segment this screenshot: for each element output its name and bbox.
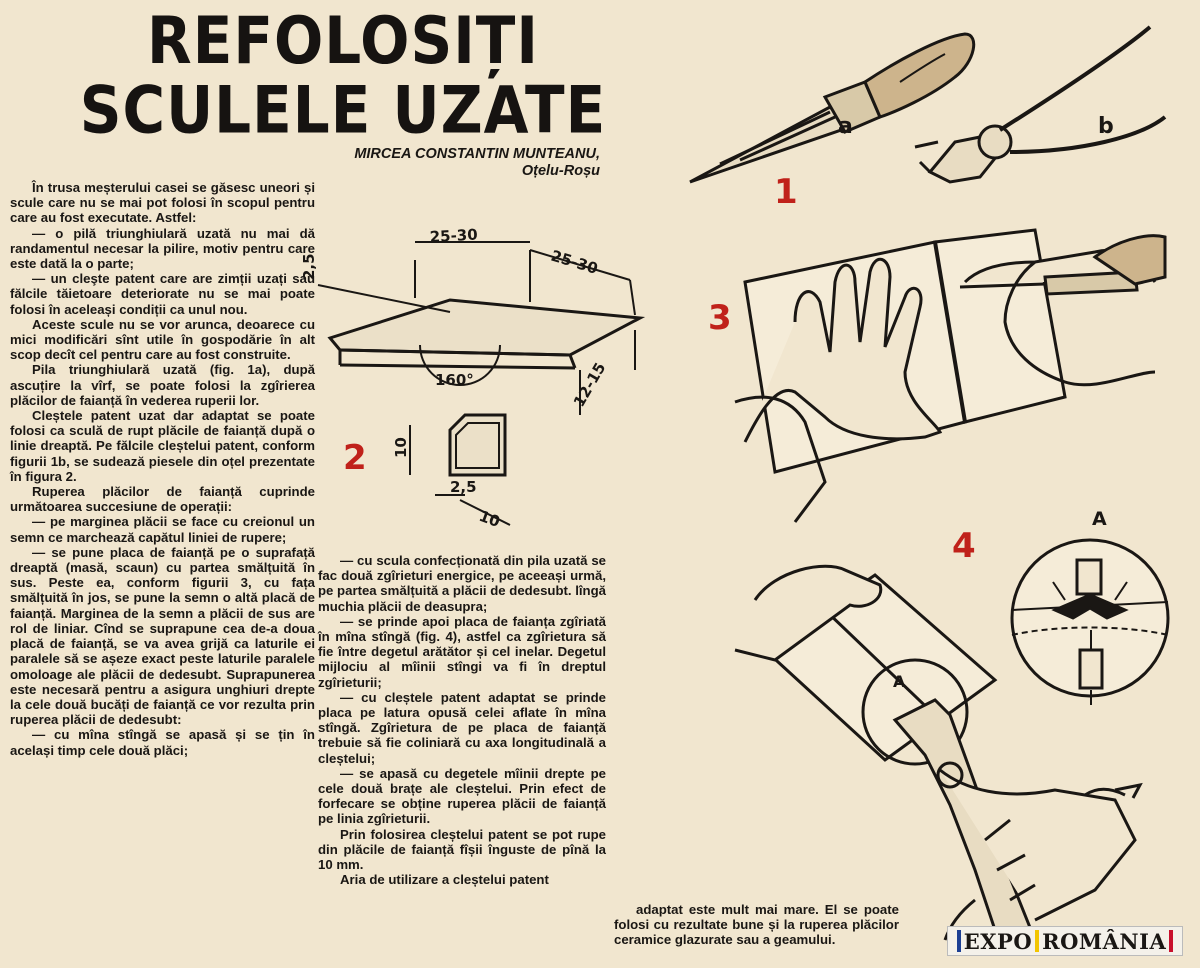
paragraph: Ruperea plăcilor de faianță cuprinde următoarea succesiune de operații: xyxy=(10,484,315,515)
dim-width: 10 xyxy=(476,506,503,531)
tile-breaking-illustration xyxy=(735,540,1195,960)
figure-3-number: 3 xyxy=(708,298,732,338)
figure-4-number: 4 xyxy=(952,526,976,566)
paragraph: — pe marginea plăcii se face cu creionul un semn ce marchează capătul liniei de rupere; xyxy=(10,514,315,545)
tile-scoring-illustration xyxy=(735,222,1165,522)
text-column-1 xyxy=(10,180,315,758)
dim-top-2: 25-30 xyxy=(548,246,600,278)
watermark-right: ROMÂNIA xyxy=(1042,928,1167,954)
paragraph: adaptat este mult mai mare. El se poate folosi cu rezultate bune și la ruperea plăcilor ceramice glazurate sau a geamului. xyxy=(614,902,899,948)
dim-angle: 160° xyxy=(435,371,474,389)
detail-a-marker: A xyxy=(893,672,906,691)
author-location: Oțelu-Roșu xyxy=(521,163,600,179)
watermark-left: EXPO xyxy=(963,928,1033,954)
detail-a-label: A xyxy=(1092,508,1107,530)
article-title xyxy=(8,2,678,149)
paragraph: — cu cleștele patent adaptat se prinde placa pe latura opusă celei aflate în mîna stîngă. Zgîrietura de pe placa de faianță trebuie să fie coliniară cu axa longitudinală a cleștelui; xyxy=(318,689,606,766)
paragraph: Aria de utilizare a cleștelui patent xyxy=(340,872,549,888)
paragraph: — se pune placa de faianță pe o suprafață dreaptă (masă, scaun) cu partea smălțuită în sus. Peste ea, conform figurii 3, cu fața smălțuită în jos, se pune la semn o altă placă de faianță. Marginea de la semn a plăcii de sus are rol de liniar. Cînd se suprapune cea de-a doua placă de faianță, se va avea grijă ca laturile ei paralele să se așeze exact peste laturile paralele omoloage ale plăcii de dedesubt. Suprapunerea este necesară pentru a asigura unghiuri drepte la cele două bucăți de faianță ce vor rezulta prin ruperea plăcii de dedesubt: xyxy=(10,544,315,728)
paragraph: Prin folosirea cleștelui patent se pot rupe din plăcile de faianță fîșii înguste de pînă la 10 mm. xyxy=(318,826,606,873)
paragraph: Cleștele patent uzat dar adaptat se poate folosi ca sculă de rupt plăcile de faianță după o linie dreaptă. Pe fălcile cleștelui patent, conform figurii 1b, se sudează piesele din oțel prezentate în figura 2. xyxy=(10,408,315,484)
paragraph: Pila triunghiulară uzată (fig. 1a), după ascuțire la vîrf, se poate folosi la zgîrierea plăcilor de faianță în vederea ruperii lor. xyxy=(10,362,315,408)
dim-top-1: 25-30 xyxy=(429,225,479,246)
dim-small: 2,5 xyxy=(450,478,477,496)
flag-stripe-blue xyxy=(957,930,961,952)
flag-stripe-yellow xyxy=(1035,930,1039,952)
paragraph: Aceste scule nu se vor arunca, deoarece cu mici modificări sînt utile în gospodărie în alt scop decît cel pentru care au fost construite. xyxy=(10,316,315,363)
paragraph: — o pilă triunghiulară uzată nu mai dă randamentul necesar la pilire, motiv pentru care este dată la o parte; xyxy=(10,225,315,272)
paragraph: — se prinde apoi placa de faianța zgîriată în mîna stîngă (fig. 4), astfel ca zgîrietura să fie între degetul arătător și cel inelar. Degetul mijlociu al mîinii stîngi va fi în dreptul zgîrieturii; xyxy=(318,613,606,690)
dim-height: 10 xyxy=(392,437,410,458)
figure-2-number: 2 xyxy=(343,438,367,478)
paragraph: — cu scula confecționată din pila uzată se fac două zgîrieturi energice, pe aceeași urmă, pe partea smălțuită a plăcii de dedesubt. lîngă muchia plăcii de deasupra; xyxy=(318,553,607,614)
paragraph: — un cleşte patent care are zimții uzați sau fălcile tăietoare deteriorate nu se mai poate folosi în aceleași condiții ca unul nou. xyxy=(10,271,315,317)
paragraph: — se apasă cu degetele mîinii drepte pe cele două brațe ale cleștelui. Prin efect de forfecare se obține ruperea plăcii de faianță pe linia zgîrieturii. xyxy=(318,765,606,827)
flag-stripe-red xyxy=(1169,930,1173,952)
dim-thickness: 12-15 xyxy=(569,359,610,410)
dim-side: 2,5 xyxy=(300,253,318,280)
figure-1-label-a: a xyxy=(838,114,853,139)
title-line-1: REFOLOSIȚI xyxy=(147,2,539,79)
figure-1-label-b: b xyxy=(1098,114,1114,139)
text-column-2 xyxy=(318,553,606,887)
byline xyxy=(200,146,600,180)
author-name: MIRCEA CONSTANTIN MUNTEANU, xyxy=(354,146,600,162)
figure-1-number: 1 xyxy=(774,172,798,212)
file-and-pliers-illustration xyxy=(680,22,1200,202)
paragraph: — cu mîna stîngă se apasă și se țin în același timp cele două plăci; xyxy=(10,727,315,758)
steel-piece-drawing xyxy=(300,220,630,530)
watermark-logo xyxy=(947,926,1183,956)
paragraph: În trusa meșterului casei se găsesc uneori și scule care nu se mai pot folosi în scopul pentru care au fost executate. Astfel: xyxy=(10,180,315,226)
title-line-2: SCULELE UZATE xyxy=(79,72,607,149)
